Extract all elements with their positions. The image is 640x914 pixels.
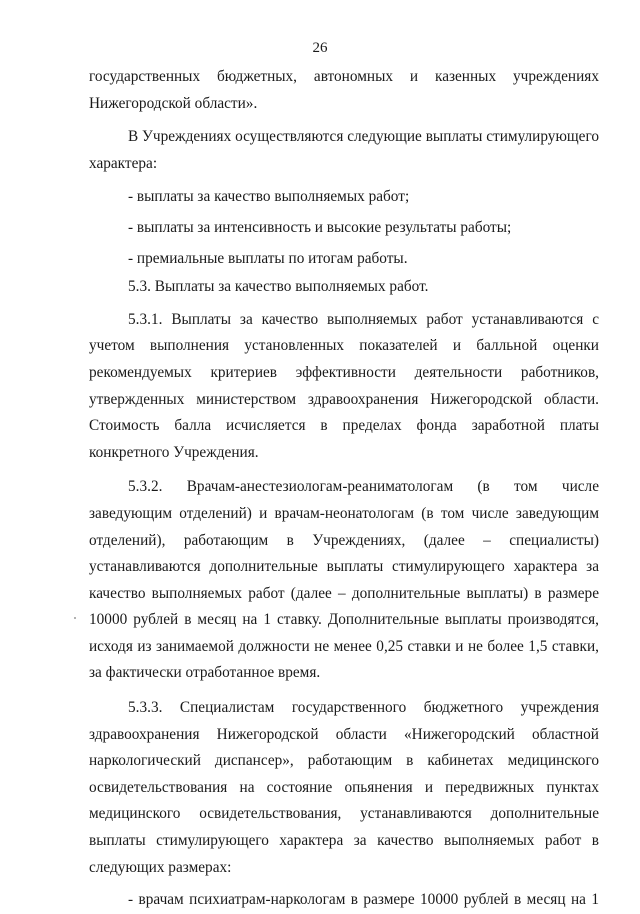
text-line: рекомендуемых критериев эффективности деятельности работников, (89, 363, 599, 381)
section-heading-5-3: 5.3. Выплаты за качество выполняемых работ. (128, 278, 429, 296)
list-item: - выплаты за качество выполняемых работ; (128, 188, 410, 206)
text-line: Нижегородской области». (89, 94, 258, 112)
list-item: - врачам психиатрам-наркологам в размере 10000 рублей в месяц на 1 (128, 891, 599, 909)
text-line: учетом выполнения установленных показателей и балльной оценки (89, 337, 599, 355)
paragraph-5-3-2 (89, 474, 599, 687)
text-line: качество выполняемых работ (далее – дополнительные выплаты) в размере (89, 584, 599, 602)
text-line: утвержденных министерством здравоохранения Нижегородской области. (89, 390, 599, 408)
text-line: здравоохранения Нижегородской области «Нижегородский областной (89, 725, 599, 743)
text-line: заведующим отделений) и врачам-неонатологам (в том числе заведующим (89, 504, 599, 522)
text-line: наркологический диспансер», работающим в кабинетах медицинского (89, 752, 599, 770)
text-line: устанавливаются дополнительные выплаты стимулирующего характера за (89, 558, 599, 576)
page-number: 26 (312, 40, 328, 56)
payments-list (89, 184, 599, 272)
text-line: конкретного Учреждения. (89, 443, 259, 461)
paragraph-intro (89, 64, 599, 117)
text-line: 5.3.3. Специалистам государственного бюджетного учреждения (128, 699, 599, 717)
text-line: 10000 рублей в месяц на 1 ставку. Дополнительные выплаты производятся, (89, 611, 599, 629)
document-body (89, 64, 599, 914)
text-line: исходя из занимаемой должности не менее 0,25 ставки и не более 1,5 ставки, (89, 637, 599, 655)
text-line: 5.3.2. Врачам-анестезиологам-реаниматологам (в том числе (128, 478, 599, 496)
text-line: освидетельствования на состояние опьянения и передвижных пунктах (89, 778, 599, 796)
text-line: 5.3.1. Выплаты за качество выполняемых работ устанавливаются с (128, 310, 599, 328)
text-line: выплаты стимулирующего характера за качество выполняемых работ в (89, 832, 599, 850)
text-line: В Учреждениях осуществляются следующие выплаты стимулирующего (128, 128, 599, 146)
text-line: государственных бюджетных, автономных и казенных учреждениях (89, 68, 599, 85)
text-line: следующих размерах: (89, 858, 232, 876)
paragraph-5-3-3 (89, 695, 599, 881)
text-line: Стоимость балла исчисляется в пределах фонда заработной платы (89, 417, 599, 435)
paragraph-stimulating (89, 124, 599, 177)
text-line: отделений), работающим в Учреждениях, (далее – специалисты) (89, 531, 599, 549)
list-item: - премиальные выплаты по итогам работы. (128, 249, 408, 267)
text-line: за фактически отработанное время. (89, 664, 321, 682)
paragraph-5-3-1 (89, 307, 599, 467)
text-line: характера: (89, 154, 158, 172)
scan-speck (74, 617, 76, 619)
list-item: - выплаты за интенсивность и высокие результаты работы; (128, 218, 512, 236)
text-line: медицинского освидетельствования, устанавливаются дополнительные (89, 805, 599, 823)
